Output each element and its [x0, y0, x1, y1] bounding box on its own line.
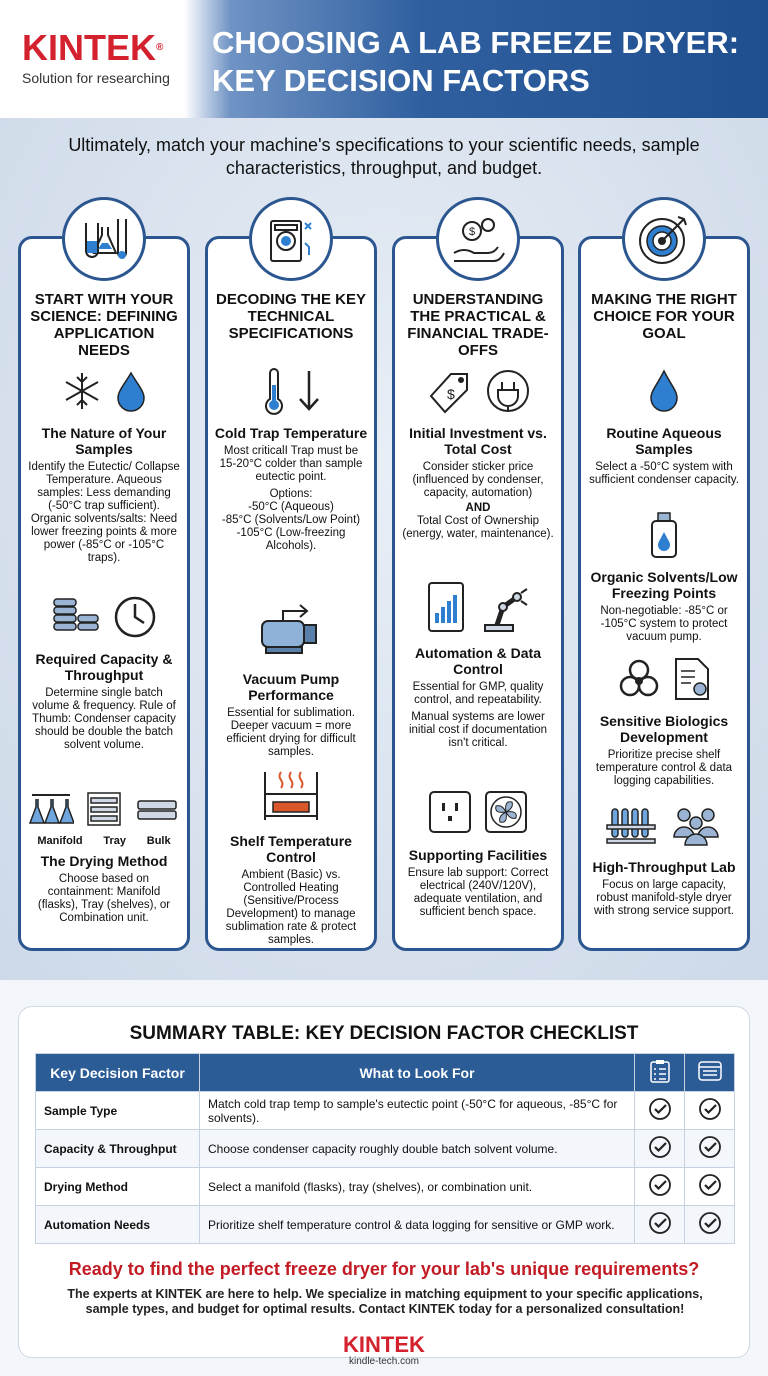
row-factor: Capacity & Throughput	[36, 1130, 200, 1168]
header-factor: Key Decision Factor	[36, 1054, 200, 1092]
block-body: Non-negotiable: -85°C or -105°C system to protect vacuum pump.	[600, 605, 728, 643]
target-icon	[622, 197, 706, 281]
check-circle-icon	[635, 1092, 685, 1130]
check-circle-icon	[685, 1092, 735, 1130]
block-title: High-Throughput Lab	[592, 859, 736, 875]
block-title: Shelf Temperature Control	[230, 833, 352, 865]
block-cold-trap	[214, 367, 368, 553]
block-title: Vacuum Pump Performance	[242, 671, 340, 703]
main-panel	[0, 118, 768, 980]
block-title: Required Capacity & Throughput	[35, 651, 173, 683]
table-row	[36, 1168, 735, 1206]
row-look-for: Match cold trap temp to sample's eutectic point (-50°C for aqueous, -85°C for solvents).	[200, 1092, 635, 1130]
clock-icon	[112, 594, 158, 645]
footer-logo[interactable]	[0, 1334, 768, 1367]
robotic-arm-icon	[477, 579, 531, 640]
option-aqueous: -50°C (Aqueous)	[248, 501, 334, 513]
block-body: Ensure lab support: Correct electrical (240V/120V), adequate ventilation, and sufficient bench space.	[407, 867, 549, 918]
column-heading: MAKING THE RIGHT CHOICE FOR YOUR GOAL	[591, 291, 737, 342]
block-body-secondary: Manual systems are lower initial cost if documentation isn't critical.	[408, 711, 548, 749]
clipboard-checklist-icon	[635, 1054, 685, 1092]
block-title: The Drying Method	[40, 853, 168, 869]
vacuum-pump-icon	[256, 599, 326, 666]
table-row	[36, 1092, 735, 1130]
block-body-secondary: Total Cost of Ownership (energy, water, maintenance).	[402, 515, 554, 540]
block-automation	[401, 579, 555, 750]
block-body: Choose based on containment: Manifold (flasks), Tray (shelves), or Combination unit.	[37, 873, 171, 924]
block-body: Consider sticker price (influenced by condenser, capacity, automation)	[412, 461, 544, 499]
row-look-for: Prioritize shelf temperature control & data logging for sensitive or GMP work.	[200, 1206, 635, 1244]
svg-text:$: $	[447, 385, 455, 402]
snowflake-icon	[60, 369, 104, 418]
column-heading: DECODING THE KEY TECHNICAL SPECIFICATIONS	[215, 291, 366, 342]
logo-text: KINTEK	[22, 27, 156, 68]
power-plug-icon	[485, 368, 531, 419]
check-circle-icon	[635, 1206, 685, 1244]
svg-text:$: $	[468, 226, 476, 238]
team-people-icon	[668, 803, 724, 852]
block-body: Prioritize precise shelf temperature control & data logging capabilities.	[595, 749, 733, 787]
block-vacuum-pump	[214, 599, 368, 759]
arrow-down-icon	[297, 367, 321, 420]
title-line-2: KEY DECISION FACTORS	[212, 63, 590, 98]
table-header-row	[36, 1054, 735, 1092]
ventilation-fan-icon	[483, 789, 529, 840]
column-goal	[578, 236, 750, 951]
block-body: Determine single batch volume & frequency. Rule of Thumb: Condenser capacity should be double the batch solvent volume.	[32, 687, 176, 751]
page-title	[212, 24, 762, 100]
check-circle-icon	[635, 1168, 685, 1206]
block-shelf-temperature	[214, 765, 368, 947]
logo-tagline: Solution for researching	[22, 70, 170, 86]
column-heading: UNDERSTANDING THE PRACTICAL & FINANCIAL TRADE-OFFS	[407, 291, 549, 359]
option-alcohols: -105°C (Low-freezing Alcohols).	[236, 527, 346, 552]
block-title: Sensitive Biologics Development	[599, 713, 729, 745]
cta-body: The experts at KINTEK are here to help. We specialize in matching equipment to your specific applications, sample types, and budget for optimal results. Contact KINTEK today for a personalized consultation!	[67, 1287, 703, 1316]
thermometer-icon	[261, 367, 287, 420]
stacked-coins-icon	[50, 593, 102, 646]
label-bulk: Bulk	[146, 835, 171, 847]
block-body: Essential for sublimation. Deeper vacuum = more efficient drying for difficult samples.	[226, 707, 356, 758]
block-body: Most criticalI Trap must be 15-20°C colder than sample eutectic point.	[219, 445, 363, 483]
block-organic-solvents	[587, 511, 741, 644]
row-factor: Drying Method	[36, 1168, 200, 1206]
tray-shelves-icon	[84, 789, 124, 834]
block-investment	[401, 367, 555, 541]
biohazard-icon	[616, 656, 662, 707]
table-row	[36, 1130, 735, 1168]
label-tray: Tray	[103, 835, 126, 847]
row-factor: Sample Type	[36, 1092, 200, 1130]
lab-glassware-icon	[62, 197, 146, 281]
column-trade-offs	[392, 226, 564, 951]
block-body: Select a -50°C system with sufficient condenser capacity.	[589, 461, 739, 486]
summary-title: SUMMARY TABLE: KEY DECISION FACTOR CHECKLIST	[129, 1023, 639, 1044]
options-label: Options:	[269, 488, 313, 500]
block-capacity	[27, 593, 181, 752]
manifold-flasks-icon	[28, 789, 74, 834]
block-title: Organic Solvents/Low Freezing Points	[590, 569, 738, 601]
option-solvents: -85°C (Solvents/Low Point)	[221, 514, 361, 526]
block-title: Routine Aqueous Samples	[606, 425, 722, 457]
table-row	[36, 1206, 735, 1244]
bulk-tray-icon	[134, 789, 180, 834]
block-high-throughput	[587, 801, 741, 918]
block-title: Cold Trap Temperature	[214, 425, 368, 441]
row-look-for: Choose condenser capacity roughly double batch solvent volume.	[200, 1130, 635, 1168]
hand-gears-icon	[436, 197, 520, 281]
header-look-for: What to Look For	[200, 1054, 635, 1092]
lab-report-icon	[672, 655, 712, 708]
water-drop-icon	[647, 367, 681, 420]
block-body: Ambient (Basic) vs. Controlled Heating (Sensitive/Process Development) to manage sublimation rate & protect samples.	[225, 869, 357, 946]
freeze-dryer-icon	[249, 197, 333, 281]
kintek-logo[interactable]: KINTEK® Solution for researching	[22, 30, 192, 86]
water-drop-icon	[114, 369, 148, 418]
footer-url[interactable]: kindle-tech.com	[348, 1356, 420, 1367]
heated-shelf-icon	[259, 764, 323, 829]
block-biologics	[587, 655, 741, 788]
summary-panel	[18, 1006, 750, 1358]
tablet-chart-icon	[425, 579, 467, 640]
header	[0, 0, 768, 118]
solvent-bottle-icon	[646, 510, 682, 565]
label-manifold: Manifold	[37, 835, 83, 847]
block-sample-nature	[27, 367, 181, 565]
column-science	[18, 236, 190, 951]
block-facilities	[401, 787, 555, 919]
block-title: Automation & Data Control	[415, 645, 541, 677]
and-separator: AND	[465, 502, 491, 514]
intro-text: Ultimately, match your machine's specifications to your scientific needs, sample characteristics, throughput, and budget.	[68, 135, 700, 178]
block-body: Focus on large capacity, robust manifold-style dryer with strong service support.	[594, 879, 734, 917]
list-window-icon	[685, 1054, 735, 1092]
footer-logo-text: KINTEK	[343, 1332, 425, 1357]
column-heading: START WITH YOUR SCIENCE: DEFINING APPLICATION NEEDS	[30, 291, 178, 359]
electrical-outlet-icon	[427, 789, 473, 840]
summary-table	[35, 1053, 735, 1244]
block-body: Essential for GMP, quality control, and repeatability.	[412, 681, 544, 706]
cta-headline: Ready to find the perfect freeze dryer for your lab's unique requirements?	[68, 1259, 700, 1279]
check-circle-icon	[685, 1206, 735, 1244]
block-drying-method	[27, 789, 181, 925]
check-circle-icon	[685, 1130, 735, 1168]
row-look-for: Select a manifold (flasks), tray (shelves), or combination unit.	[200, 1168, 635, 1206]
block-aqueous	[587, 367, 741, 487]
check-circle-icon	[685, 1168, 735, 1206]
price-tag-icon	[425, 366, 475, 421]
column-specifications	[205, 236, 377, 951]
block-title: Initial Investment vs. Total Cost	[409, 425, 547, 457]
block-body: Identify the Eutectic/ Collapse Temperature. Aqueous samples: Less demanding (-50°C trap sufficient). Organic solvents/salts: Need lower freezing points & more power (-85°C or -105°C traps).	[28, 461, 180, 564]
block-title: Supporting Facilities	[408, 847, 548, 863]
block-title: The Nature of Your Samples	[41, 425, 167, 457]
title-line-1: CHOOSING A LAB FREEZE DRYER:	[212, 25, 740, 60]
check-circle-icon	[635, 1130, 685, 1168]
test-tube-rack-icon	[604, 803, 658, 852]
row-factor: Automation Needs	[36, 1206, 200, 1244]
